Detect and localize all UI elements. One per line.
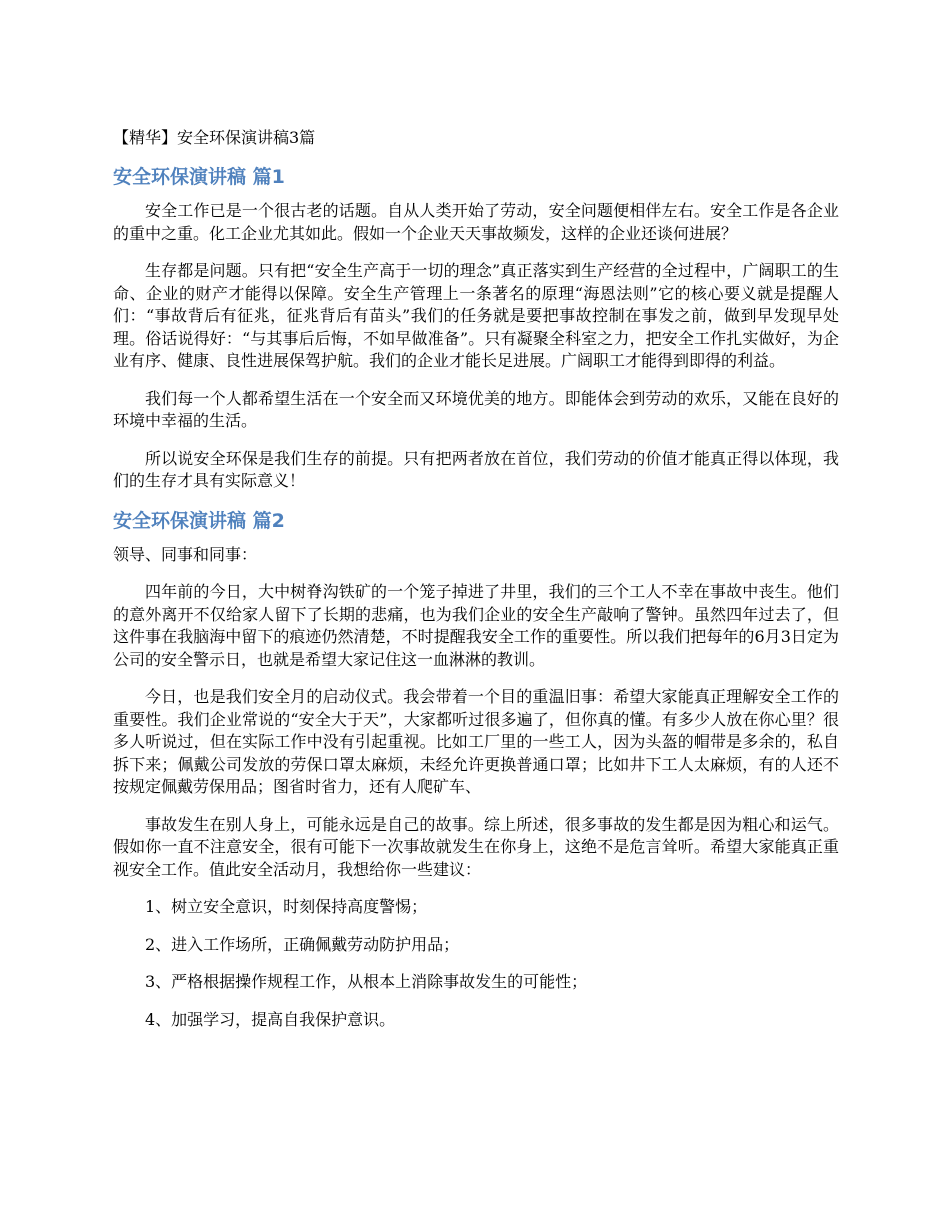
greeting: 领导、同事和同事： <box>113 544 258 564</box>
list-item: 2、进入工作场所，正确佩戴劳动防护用品； <box>145 934 460 954</box>
document-page <box>113 126 839 1046</box>
paragraph: 所以说安全环保是我们生存的前提。只有把两者放在首位，我们劳动的价值才能真正得以体现，我们的生存才具有实际意义！ <box>113 448 839 490</box>
list-item: 3、严格根据操作规程工作，从根本上消除事故发生的可能性； <box>145 972 588 991</box>
list-item: 4、加强学习，提高自我保护意识。 <box>145 1009 396 1029</box>
list-item: 1、树立安全意识，时刻保持高度警惕； <box>145 897 428 916</box>
paragraph: 生存都是问题。只有把“安全生产高于一切的理念”真正落实到生产经营的全过程中，广阔职工的生命、企业的财产才能得以保障。安全生产管理上一条著名的原理“海恩法则”它的核心要义就是提醒人们：“事故背后有征兆，征兆背后有苗头”我们的任务就是要把事故控制在事发之前，做到早发现早处理。俗话说得好：“与其事后后悔，不如早做准备”。只有凝聚全科室之力，把安全工作扎实做好，为企业有序、健康、良性进展保驾护航。我们的企业才能长足进展。广阔职工才能得到即得的利益。 <box>113 261 839 370</box>
paragraph: 四年前的今日，大中树脊沟铁矿的一个笼子掉进了井里，我们的三个工人不幸在事故中丧生。他们的意外离开不仅给家人留下了长期的悲痛，也为我们企业的安全生产敲响了警钟。虽然四年过去了，但这件事在我脑海中留下的痕迹仍然清楚，不时提醒我安全工作的重要性。所以我们把每年的6月3日定为公司的安全警示日，也就是希望大家记住这一血淋淋的教训。 <box>113 582 839 669</box>
paragraph: 我们每一个人都希望生活在一个安全而又环境优美的地方。即能体会到劳动的欢乐，又能在良好的环境中幸福的生活。 <box>113 388 839 430</box>
paragraph: 安全工作已是一个很古老的话题。自从人类开始了劳动，安全问题便相伴左右。安全工作是各企业的重中之重。化工企业尤其如此。假如一个企业天天事故频发，这样的企业还谈何进展？ <box>113 201 839 243</box>
section-heading-1: 安全环保演讲稿 篇1 <box>113 166 285 188</box>
paragraph: 今日，也是我们安全月的启动仪式。我会带着一个目的重温旧事：希望大家能真正理解安全工作的重要性。我们企业常说的“安全大于天”，大家都听过很多遍了，但你真的懂。有多少人放在你心里？很多人听说过，但在实际工作中没有引起重视。比如工厂里的一些工人，因为头盔的帽带是多余的，私自拆下来；佩戴公司发放的劳保口罩太麻烦，未经允许更换普通口罩；比如井下工人太麻烦，有的人还不按规定佩戴劳保用品；图省时省力，还有人爬矿车、 <box>113 687 839 796</box>
document-title: 【精华】安全环保演讲稿3篇 <box>113 128 316 147</box>
section-heading-2: 安全环保演讲稿 篇2 <box>113 509 285 532</box>
paragraph: 事故发生在别人身上，可能永远是自己的故事。综上所述，很多事故的发生都是因为粗心和运气。假如你一直不注意安全，很有可能下一次事故就发生在你身上，这绝不是危言耸听。希望大家能真正重视安全工作。值此安全活动月，我想给你一些建议： <box>113 814 839 879</box>
